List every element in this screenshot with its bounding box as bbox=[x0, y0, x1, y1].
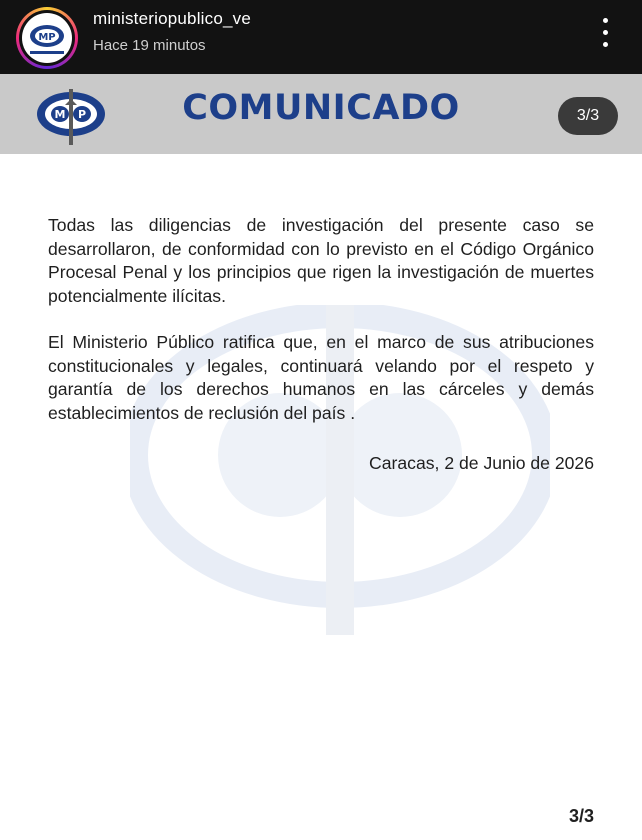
mp-logo-icon bbox=[22, 13, 72, 63]
username[interactable]: ministeriopublico_ve bbox=[93, 9, 252, 28]
more-options-button[interactable] bbox=[592, 14, 620, 54]
signature-date: Caracas, 2 de Junio de 2026 bbox=[369, 453, 594, 473]
banner-title: COMUNICADO bbox=[182, 88, 460, 128]
page-number: 3/3 bbox=[568, 806, 594, 826]
svg-text:M: M bbox=[54, 108, 66, 121]
avatar-logo-text: MP bbox=[38, 32, 56, 43]
statement-paragraph-2: El Ministerio Público ratifica que, en el marco de sus atribuciones constitucionales y legales, continuará velando por el respeto y garantía de los derechos humanos en las cárceles y demás establecimientos de reclusión del país . bbox=[48, 332, 594, 423]
comunicado-banner bbox=[0, 74, 642, 154]
story-ring[interactable] bbox=[16, 7, 78, 69]
statement-body bbox=[48, 214, 594, 425]
avatar[interactable] bbox=[22, 13, 72, 63]
slide-counter-badge: 3/3 bbox=[558, 97, 618, 135]
post-timestamp: Hace 19 minutos bbox=[93, 37, 206, 54]
statement-paragraph-1: Todas las diligencias de investigación del presente caso se desarrollaron, de conformidad con lo previsto en el Código Orgánico Procesal Penal y los principios que rigen la investigación de muertes potencialmente ilícitas. bbox=[48, 215, 594, 306]
svg-text:P: P bbox=[77, 108, 87, 121]
more-vertical-icon bbox=[603, 18, 608, 23]
post-header bbox=[0, 0, 642, 74]
